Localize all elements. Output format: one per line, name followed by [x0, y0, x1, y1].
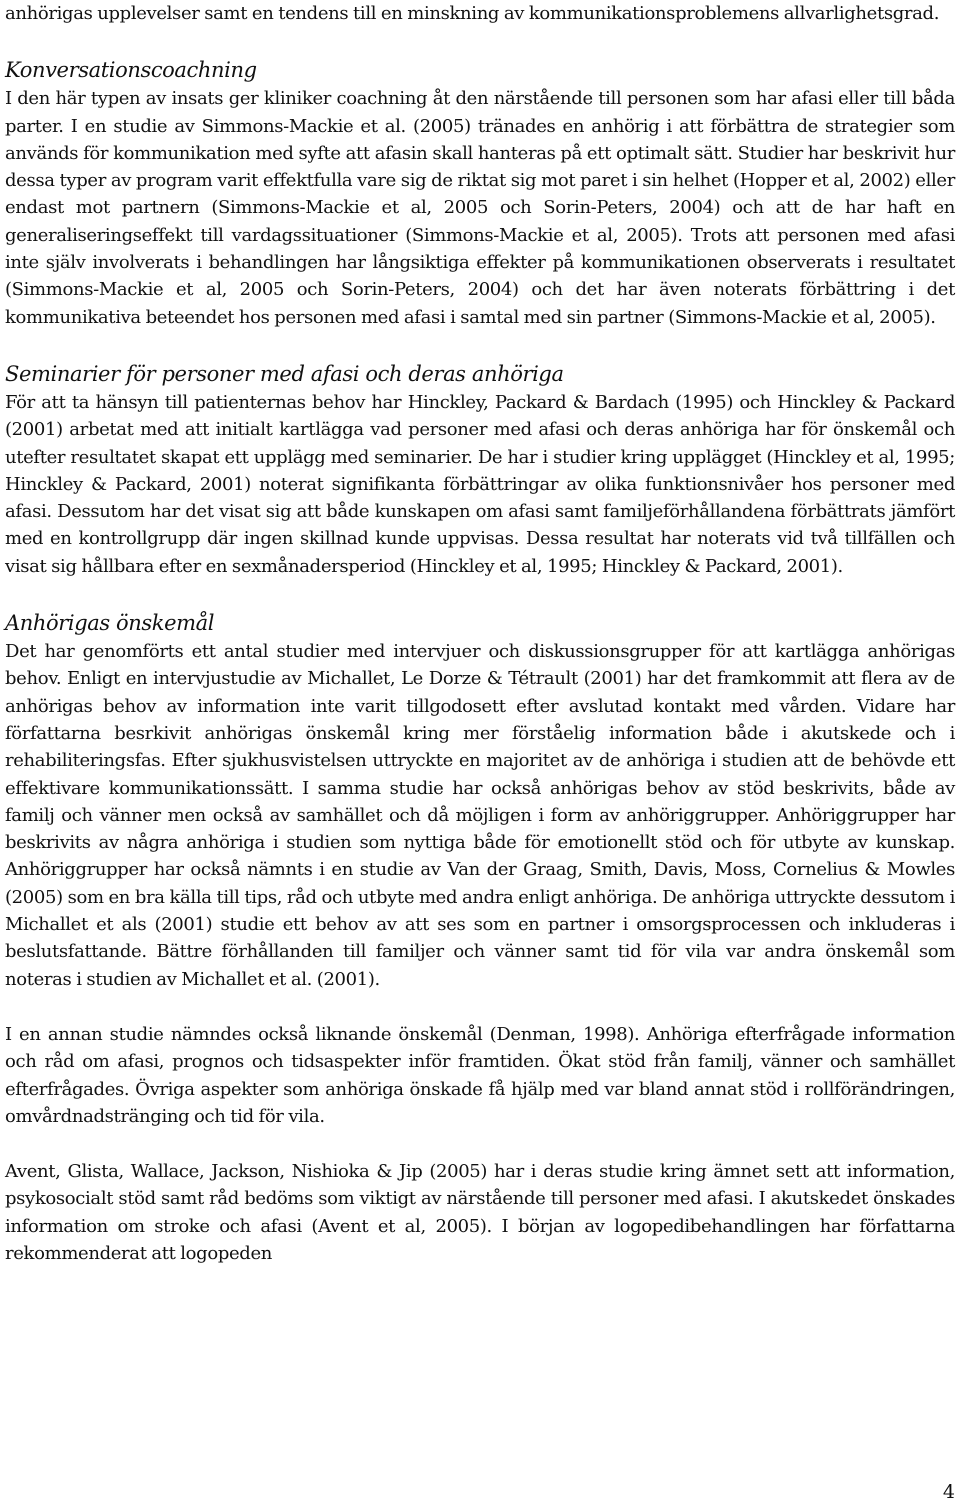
spacer [5, 27, 955, 55]
section-heading-seminarier: Seminarier för personer med afasi och deras anhöriga [5, 361, 564, 386]
spacer [5, 331, 955, 359]
section-heading-anhorigas-onskemal: Anhörigas önskemål [5, 611, 215, 636]
intro-paragraph-end: anhörigas upplevelser samt en tendens till en minskning av kommunikationsproblemens allvarlighetsgrad. [5, 3, 940, 24]
section-body-konversationscoachning: I den här typen av insats ger kliniker coachning åt den närstående till personen som har afasi eller till båda parter. I en studie av Simmons-Mackie et al. (2005) tränades en anhörig i att förbättra de strategier som används för kommunikation med syfte att afasin skall hanteras på ett optimalt sätt. Studier har beskrivit hur dessa typer av program varit effektfulla vare sig de riktat sig mot paret i sin helhet (Hopper et al, 2002) eller endast mot partnern (Simmons-Mackie et al, 2005 och Sorin-Peters, 2004) och att de har haft en generaliseringseffekt till vardagssituationer (Simmons-Mackie et al, 2005). Trots att personen med afasi inte själv involverats i behandlingen har långsiktiga effekter på kommunikationen observerats i resultatet (Simmons-Mackie et al, 2005 och Sorin-Peters, 2004) och det har även noterats förbättring i det kommunikativa beteendet hos personen med afasi i samtal med sin partner (Simmons-Mackie et al, 2005). [5, 88, 955, 328]
spacer [5, 1130, 955, 1158]
section-body-anhorigas-onskemal: Det har genomförts ett antal studier med intervjuer och diskussionsgrupper för att kartlägga anhörigas behov. Enligt en intervjustudie av Michallet, Le Dorze & Tétrault (2001) har det framkommit att flera av de anhörigas behov av information inte varit tillgodosett efter avslutad kontakt med vården. Vidare har författarna besrkivit anhörigas önskemål kring mer förståelig information både i akutskede och i rehabiliteringsfas. Efter sjukhusvistelsen uttryckte en majoritet av de anhöriga i studien att de behövde ett effektivare kommunikationssätt. I samma studie har också anhörigas behov av stöd beskrivits, både av familj och vänner men också av samhället och då möjligen i form av anhöriggrupper. Anhöriggrupper har beskrivits av några anhöriga i studien som nyttiga både för emotionellt stöd och för utbyte av kunskap. Anhöriggrupper har också nämnts i en studie av Van der Graag, Smith, Davis, Moss, Cornelius & Mowles (2005) som en bra källa till tips, råd och utbyte med andra enligt anhöriga. De anhöriga uttryckte dessutom i Michallet et als (2001) studie ett behov av att ses som en partner i omsorgsprocessen och inkluderas i beslutsfattande. Bättre förhållanden till familjer och vänner samt tid för vila var andra önskemål som noteras i studien av Michallet et al. (2001). [5, 641, 955, 990]
paragraph-denman: I en annan studie nämndes också liknande önskemål (Denman, 1998). Anhöriga efterfrågade information och råd om afasi, prognos och tidsaspekter inför framtiden. Ökat stöd från familj, vänner och samhället efterfrågades. Övriga aspekter som anhöriga önskade få hjälp med var bland annat stöd i rollförändringen, omvårdnadstränging och tid för vila. [5, 1023, 955, 1127]
section-heading-konversationscoachning: Konversationscoachning [5, 58, 257, 83]
section-body-seminarier: För att ta hänsyn till patienternas behov har Hinckley, Packard & Bardach (1995) och Hinckley & Packard (2001) arbetat med att initialt kartlägga vad personer med afasi och deras anhöriga har för önskemål och utefter resultatet skapat ett upplägg med seminarier. De har i studier kring upplägget (Hinckley et al, 1995; Hinckley & Packard, 2001) noterat signifikanta förbättringar av olika funktionsnivåer hos personer med afasi. Dessutom har det visat sig att både kunskapen om afasi samt familjeförhållandena förbättrats jämfört med en kontrollgrupp där ingen skillnad kunde uppvisas. Dessa resultat har noterats vid två tillfällen och visat sig hållbara efter en sexmånadersperiod (Hinckley et al, 1995; Hinckley & Packard, 2001). [5, 391, 955, 577]
document-page [5, 0, 955, 1267]
page-number: 4 [942, 1481, 955, 1503]
spacer [5, 993, 955, 1021]
spacer [5, 580, 955, 608]
paragraph-avent: Avent, Glista, Wallace, Jackson, Nishioka & Jip (2005) har i deras studie kring ämnet sett att information, psykosocialt stöd samt råd bedöms som viktigt av närstående till personer med afasi. I akutskedet önskades information om stroke och afasi (Avent et al, 2005). I början av logopedibehandlingen har författarna rekommenderat att logopeden [5, 1161, 955, 1264]
